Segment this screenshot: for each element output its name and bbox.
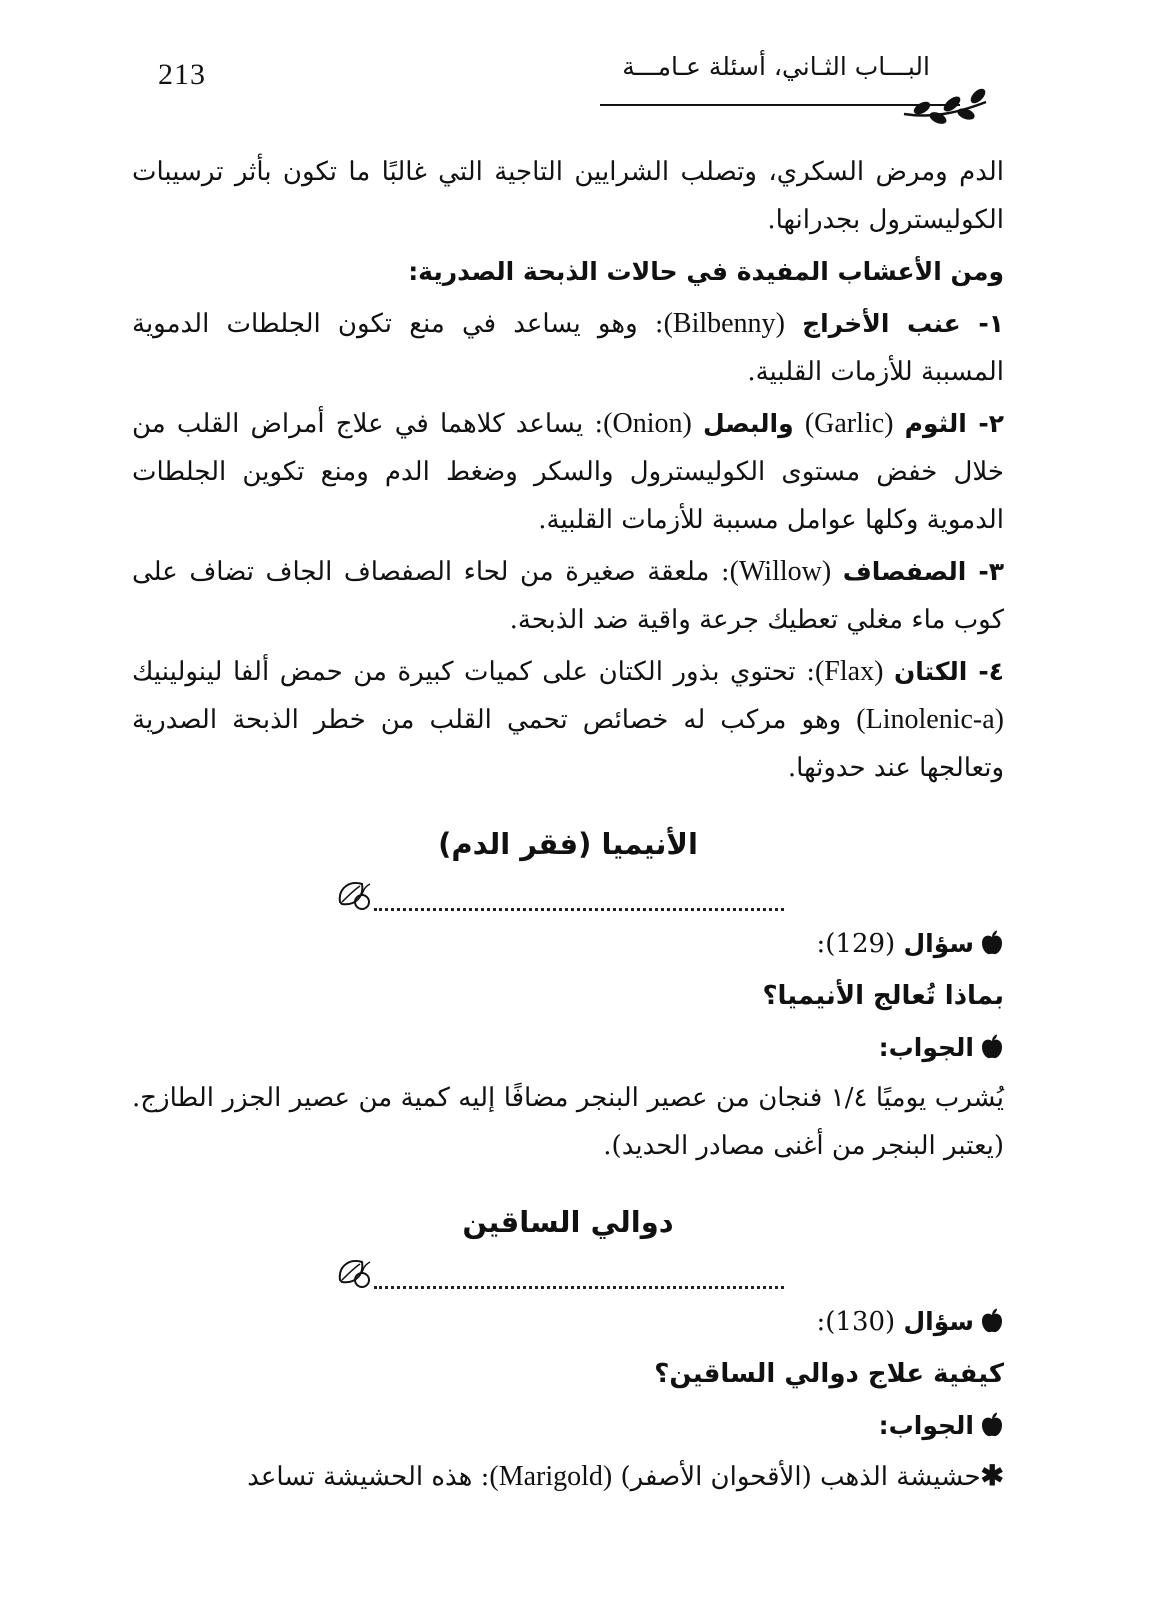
leaf-icon [332,872,374,914]
herb-latin-name-2: (Linolenic-a) [856,704,1004,735]
question-text: كيفية علاج دوالي الساقين؟ [654,1359,1004,1389]
question-text: بماذا تُعالج الأنيميا؟ [762,981,1004,1011]
question-line [132,1296,1004,1348]
dotted-leader [374,878,784,911]
section-title-varicose: دوالي الساقين [462,1205,674,1239]
herb-label: ٤- الكتان [893,657,1004,686]
herb-latin-name: (Willow) [729,556,832,587]
dotted-leader [374,1256,784,1289]
section-divider [132,870,1004,918]
apple-bullet-icon [980,1308,1004,1334]
apple-bullet-icon [980,1034,1004,1060]
herb-text: : تحتوي بذور الكتان على كميات كبيرة من حمض ألفا لينولينيك [132,657,815,687]
herb-label: ٢- الثوم [904,409,1005,438]
herb-text: : وهو يساعد في منع تكون الجلطات الدموية المسببة للأزمات القلبية. [132,309,1004,387]
question-label: سؤال [903,929,974,958]
leaf-ornament-icon [900,84,990,128]
herb-label: ٣- الصفصاف [842,557,1004,586]
question-label: سؤال [903,1307,974,1336]
answer-line [132,1022,1004,1074]
answer-lead: حشيشة الذهب (الأقحوان الأصفر) [620,1462,981,1492]
herb-item-willow [132,548,1004,644]
leaf-icon [332,1250,374,1292]
herb-latin-name: (Flax) [814,656,884,687]
question-line [132,918,1004,970]
herb-label: ١- عنب الأخراج [802,309,1005,338]
answer-label: الجواب: [878,1033,974,1062]
question-number: (130): [816,1307,896,1337]
section-title-anemia: الأنيميا (فقر الدم) [438,827,698,861]
herb-text-2: وهو مركب له خصائص تحمي القلب من خطر الذبحة الصدرية وتعالجها عند حدوثها. [132,705,1004,783]
page-number: 213 [158,58,206,91]
apple-bullet-icon [980,1412,1004,1438]
herb-latin-name: (Garlic) [804,408,894,439]
intro-paragraph: الدم ومرض السكري، وتصلب الشرايين التاجية التي غالبًا ما تكون بأثر ترسيبات الكوليسترول بجدرانها. [132,157,1004,235]
answer-text [132,1452,1004,1501]
herb-text: : يساعد كلاهما في علاج أمراض القلب من خلال خفض مستوى الكوليسترول والسكر وضغط الدم ومنع تكوين الجلطات الدموية وكلها عوامل مسببة للأزمات القلبية. [132,409,1004,535]
section-divider [132,1248,1004,1296]
page-content [132,148,1004,1505]
herb-latin-name-2: (Onion) [603,408,692,439]
answer-text: يُشرب يوميًا ١/٤ فنجان من عصير البنجر مضافًا إليه كمية من عصير الجزر الطازج. (يعتبر البنجر من أغنى مصادر الحديد). [132,1083,1004,1161]
herb-item-garlic-onion [132,400,1004,544]
herb-item-bilberry [132,300,1004,396]
answer-label: الجواب: [878,1411,974,1440]
answer-continuation: : هذه الحشيشة تساعد [247,1462,490,1492]
herb-latin-name: (Bilbenny) [663,308,785,339]
answer-line [132,1400,1004,1452]
running-head: البـــاب الثـاني، أسئلة عـامـــة [622,52,930,81]
apple-bullet-icon [980,930,1004,956]
answer-latin-name: (Marigold) [489,1461,613,1492]
question-number: (129): [816,929,896,959]
herbs-heading: ومن الأعشاب المفيدة في حالات الذبحة الصدرية: [408,257,1004,286]
herb-item-flax [132,648,1004,792]
herb-label-2: والبصل [703,409,794,438]
herb-text: : ملعقة صغيرة من لحاء الصفصاف الجاف تضاف على كوب ماء مغلي تعطيك جرعة واقية ضد الذبحة. [132,557,1004,635]
star-bullet-icon: ✱ [980,1459,1004,1492]
